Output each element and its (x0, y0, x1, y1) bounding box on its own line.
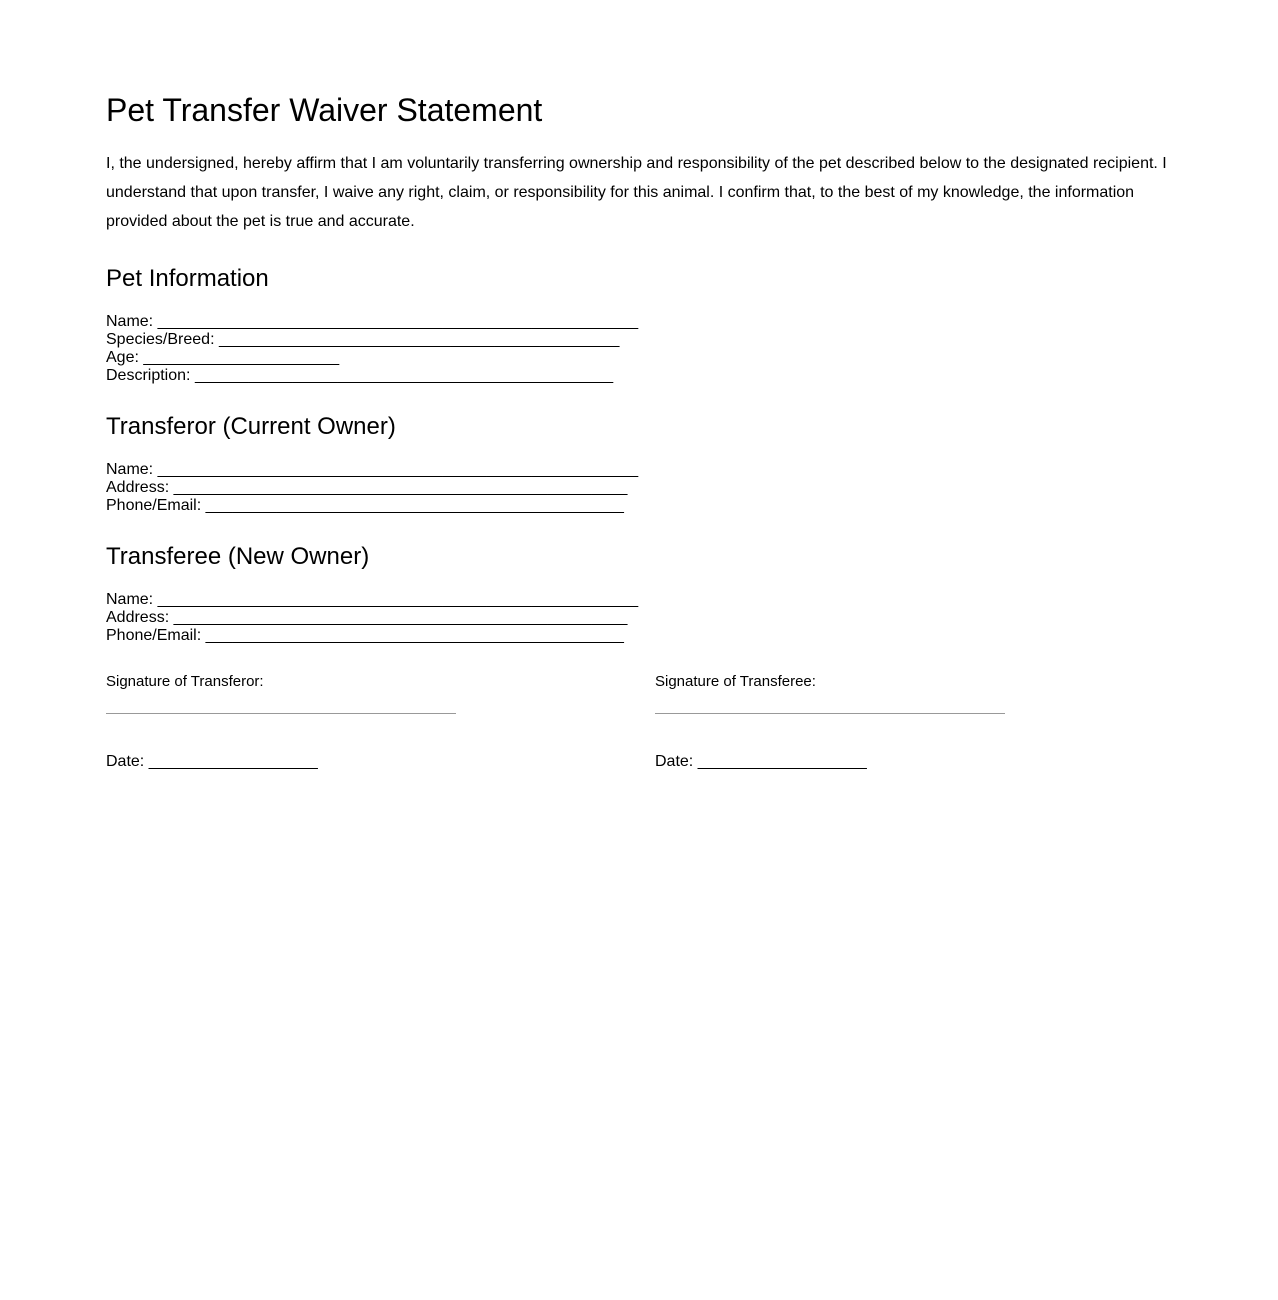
date-blank[interactable]: ___________________ (148, 753, 318, 770)
transferor-signature-block (106, 673, 456, 770)
field-blank[interactable]: _______________________________________________ (194, 367, 614, 384)
pet-name-field[interactable] (106, 313, 638, 331)
field-label: Phone/Email: (106, 627, 202, 644)
pet-age-field[interactable] (106, 349, 638, 367)
transferor-date-field[interactable] (106, 753, 318, 771)
intro-paragraph: I, the undersigned, hereby affirm that I am voluntarily transferring ownership and responsibility of the pet described below to the designated recipient. I understand that upon transfer, I waive any right, claim, or responsibility for this animal. I confirm that, to the best of my knowledge, the information provided about the pet is true and accurate. (106, 155, 1167, 230)
transferee-address-field[interactable] (106, 609, 638, 627)
transferee-heading: Transferee (New Owner) (106, 543, 370, 570)
transferor-phone-email-field[interactable] (106, 497, 638, 515)
field-blank[interactable]: ______________________________________________________ (157, 461, 639, 478)
pet-information-heading: Pet Information (106, 265, 269, 292)
transferee-signature-block (655, 673, 1005, 770)
field-label: Name: (106, 461, 154, 478)
field-label: Species/Breed: (106, 331, 215, 348)
transferee-date-field[interactable] (655, 753, 867, 771)
transferee-signature-line[interactable] (655, 713, 1005, 714)
field-blank[interactable]: _______________________________________________ (205, 497, 624, 514)
field-label: Name: (106, 591, 154, 608)
transferor-fields (106, 461, 638, 515)
field-blank[interactable]: _____________________________________________ (218, 331, 620, 348)
field-label: Description: (106, 367, 191, 384)
transferee-signature-label: Signature of Transferee: (655, 673, 816, 690)
pet-information-fields (106, 313, 638, 385)
transferee-phone-email-field[interactable] (106, 627, 638, 645)
pet-description-field[interactable] (106, 367, 638, 385)
field-blank[interactable]: ______________________ (143, 349, 340, 366)
date-label: Date: (106, 753, 145, 770)
transferor-heading: Transferor (Current Owner) (106, 413, 396, 440)
field-label: Address: (106, 479, 170, 496)
date-label: Date: (655, 753, 694, 770)
field-label: Phone/Email: (106, 497, 202, 514)
field-label: Address: (106, 609, 170, 626)
field-blank[interactable]: _______________________________________________ (205, 627, 624, 644)
page-title: Pet Transfer Waiver Statement (106, 92, 543, 128)
transferor-signature-line[interactable] (106, 713, 456, 714)
field-blank[interactable]: ___________________________________________________ (173, 479, 628, 496)
transferor-name-field[interactable] (106, 461, 638, 479)
field-blank[interactable]: ______________________________________________________ (157, 313, 639, 330)
pet-species-breed-field[interactable] (106, 331, 638, 349)
date-blank[interactable]: ___________________ (697, 753, 867, 770)
transferor-address-field[interactable] (106, 479, 638, 497)
field-blank[interactable]: ___________________________________________________ (173, 609, 628, 626)
field-label: Name: (106, 313, 154, 330)
transferee-fields (106, 591, 638, 645)
transferee-name-field[interactable] (106, 591, 638, 609)
transferor-signature-label: Signature of Transferor: (106, 673, 264, 690)
field-blank[interactable]: ______________________________________________________ (157, 591, 639, 608)
field-label: Age: (106, 349, 139, 366)
